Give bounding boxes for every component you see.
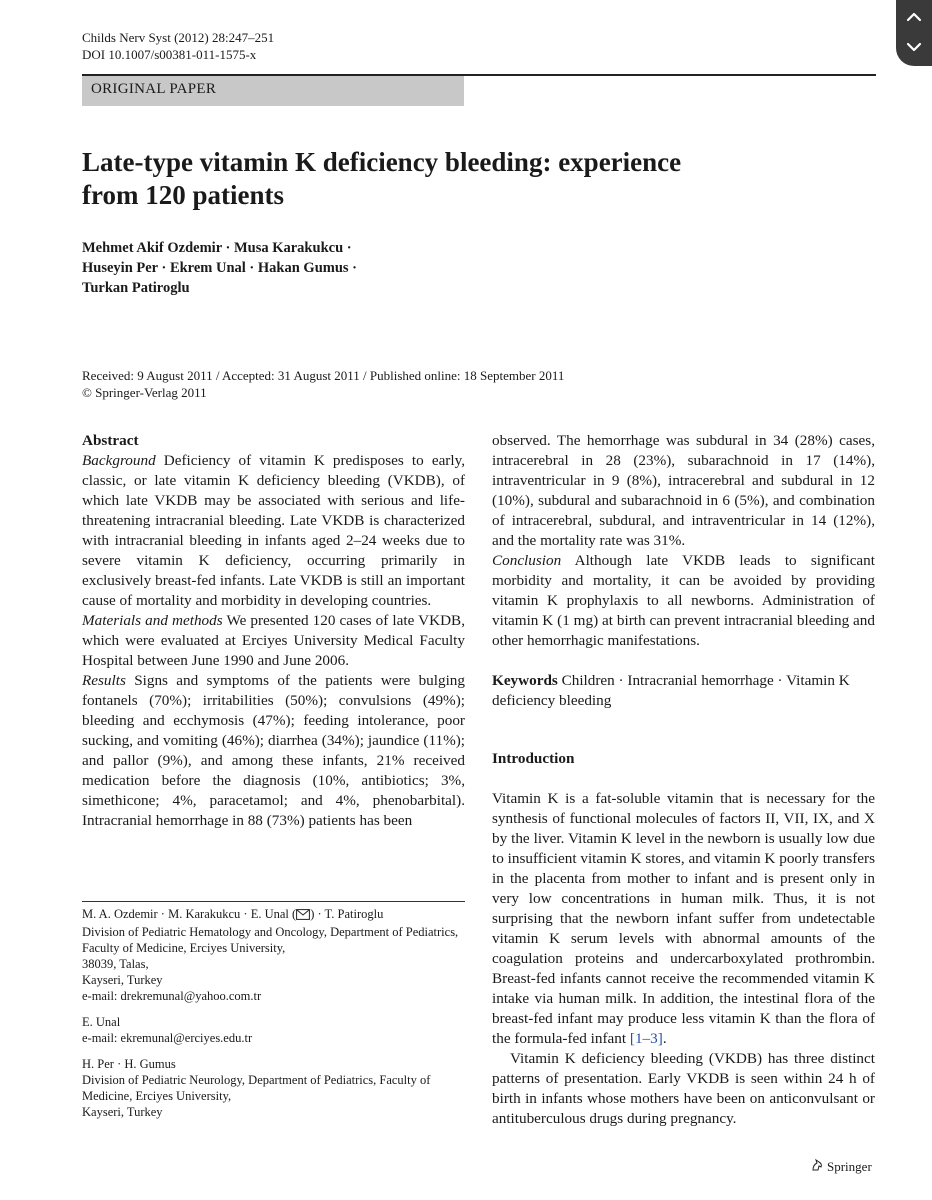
- article-type-label: ORIGINAL PAPER: [91, 81, 217, 97]
- affiliation-1-city: Kayseri, Turkey: [82, 973, 163, 987]
- authors-line-2: Huseyin Per · Ekrem Unal · Hakan Gumus ·: [82, 260, 358, 276]
- page-down-button[interactable]: [896, 32, 932, 62]
- affiliation-1-dept: Division of Pediatric Hematology and Oncology, Department of Pediatrics, Faculty of Medicine, Erciyes University,: [82, 925, 459, 955]
- affiliation-2: [82, 1014, 465, 1046]
- journal-doi: DOI 10.1007/s00381-011-1575-x: [82, 47, 257, 62]
- results-label: Results: [82, 672, 126, 689]
- authors-line-3: Turkan Patiroglu: [82, 280, 190, 296]
- authors-line-1: Mehmet Akif Ozdemir · Musa Karakukcu ·: [82, 240, 352, 256]
- publisher-logo: [810, 1158, 872, 1176]
- title-line-1: Late-type vitamin K deficiency bleeding: experience: [82, 147, 682, 177]
- abstract-methods: [82, 611, 465, 671]
- abstract-results: [82, 671, 465, 831]
- intro-p1-text: Vitamin K is a fat-soluble vitamin that is necessary for the synthesis of functional molecules of factors II, VII, IX, and X by the liver. Vitamin K level in the newborn is usually low due to insufficient vitamin K stores, and vitamin K poorly transfers in the placenta from mother to infant and is present only in very low concentrations in human milk. Thus, it is not surprising that the newborn infant suffer from undetectable vitamin K serum levels with abnormal amounts of the coagulation proteins and undercarboxylated prothrombin. Breast-fed infants cannot receive the recommended vitamin K intake via human milk. In addition, the intestinal flora of the breast-fed infant may produce less vitamin K than the flora of the formula-fed infant: [492, 790, 875, 1047]
- dates-line: Received: 9 August 2011 / Accepted: 31 August 2011 / Published online: 18 September 2011: [82, 368, 565, 383]
- keywords-text: Children · Intracranial hemorrhage · Vitamin K deficiency bleeding: [492, 672, 850, 709]
- envelope-icon: [296, 908, 310, 924]
- affiliation-3-dept: Division of Pediatric Neurology, Department of Pediatrics, Faculty of Medicine, Erciyes University,: [82, 1073, 431, 1103]
- methods-text: We presented 120 cases of late VKDB, which were evaluated at Erciyes University Medical Faculty Hospital between June 1990 and June 2006.: [82, 612, 465, 669]
- paper-title: [82, 146, 782, 212]
- methods-label: Materials and methods: [82, 612, 223, 629]
- results-continued: observed. The hemorrhage was subdural in 34 (28%) cases, intracerebral in 28 (23%), subarachnoid in 17 (14%), intraventricular in 9 (8%), intracerebral and subdural in 12 (10%), subdural and subarachnoid in 6 (5%), and combination of intracerebral, subdural, and intraventricular in 14 (12%), and the mortality rate was 31%.: [492, 432, 875, 549]
- background-text: Deficiency of vitamin K predisposes to early, classic, or late vitamin K deficiency bleeding (VKDB), of which late VKDB may be associated with serious and life-threatening intracranial bleeding. Late VKDB is characterized with intracranial bleeding in infants aged 2–24 weeks due to severe vitamin K deficiency, occurring primarily in exclusively breast-fed infants. Late VKDB is still an important cause of mortality and morbidity in developing countries.: [82, 452, 465, 609]
- affiliation-3-city: Kayseri, Turkey: [82, 1105, 163, 1119]
- affiliation-1-zip: 38039, Talas,: [82, 957, 149, 971]
- abstract-background: [82, 451, 465, 611]
- journal-header: [82, 29, 274, 63]
- background-label: Background: [82, 452, 156, 469]
- affiliation-2-email[interactable]: e-mail: ekremunal@erciyes.edu.tr: [82, 1031, 253, 1045]
- intro-paragraph-2: Vitamin K deficiency bleeding (VKDB) has three distinct patterns of presentation. Early VKDB is seen within 24 h of birth in infants whose mothers have been on anticonvulsant or antituberculous drugs during pregnancy.: [492, 1050, 875, 1127]
- intro-paragraph-1: [492, 789, 875, 1049]
- page-up-button[interactable]: [896, 2, 932, 32]
- citation-link[interactable]: [1–3]: [629, 1030, 663, 1047]
- conclusion-label: Conclusion: [492, 552, 562, 569]
- title-line-2: from 120 patients: [82, 180, 284, 210]
- conclusion-text: Although late VKDB leads to significant morbidity and mortality, it can be avoided by providing vitamin K prophylaxis to all newborns. Administration of vitamin K (1 mg) at birth can prevent intracranial bleeding and other hemorrhagic manifestations.: [492, 552, 875, 649]
- page-navigation: [896, 0, 932, 66]
- affiliation-1: [82, 906, 465, 1004]
- abstract-conclusion: [492, 551, 875, 651]
- affiliation-2-name: E. Unal: [82, 1015, 121, 1029]
- copyright-line: © Springer-Verlag 2011: [82, 385, 207, 400]
- publisher-name: Springer: [827, 1159, 872, 1174]
- footnote-separator: [82, 901, 465, 902]
- affiliation-1-names: M. A. Ozdemir · M. Karakukcu · E. Unal (: [82, 907, 297, 921]
- abstract-heading: Abstract: [82, 432, 139, 449]
- affiliations: [82, 906, 465, 1130]
- intro-p1-end: .: [662, 1030, 667, 1047]
- publication-dates: [82, 367, 564, 401]
- right-column: [492, 431, 875, 1129]
- left-column: [82, 431, 465, 831]
- chevron-down-icon: [906, 42, 922, 52]
- article-type-badge: [82, 76, 464, 106]
- springer-horse-icon: [810, 1158, 824, 1176]
- author-list: [82, 238, 482, 298]
- keywords-label: Keywords: [492, 672, 558, 689]
- affiliation-3: [82, 1056, 465, 1120]
- results-text-left: Signs and symptoms of the patients were bulging fontanels (70%); irritabilities (50%); convulsions (49%); bleeding and ecchymosis (47%); feeding intolerance, poor sucking, and vomiting (46%); diarrhea (34%); jaundice (11%); and pallor (9%), and among these infants, 21% received medication before the diagnosis (10%, antibiotics; 3%, simethicone; 4%, paracetamol; and 4%, phenobarbital). Intracranial hemorrhage in 88 (73%) patients has been: [82, 672, 465, 829]
- affiliation-1-names-end: ) · T. Patiroglu: [310, 907, 384, 921]
- chevron-up-icon: [906, 12, 922, 22]
- journal-citation: Childs Nerv Syst (2012) 28:247–251: [82, 30, 275, 45]
- keywords: [492, 671, 875, 711]
- introduction-heading: Introduction: [492, 750, 575, 767]
- affiliation-1-email[interactable]: e-mail: drekremunal@yahoo.com.tr: [82, 989, 262, 1003]
- affiliation-3-names: H. Per · H. Gumus: [82, 1057, 176, 1071]
